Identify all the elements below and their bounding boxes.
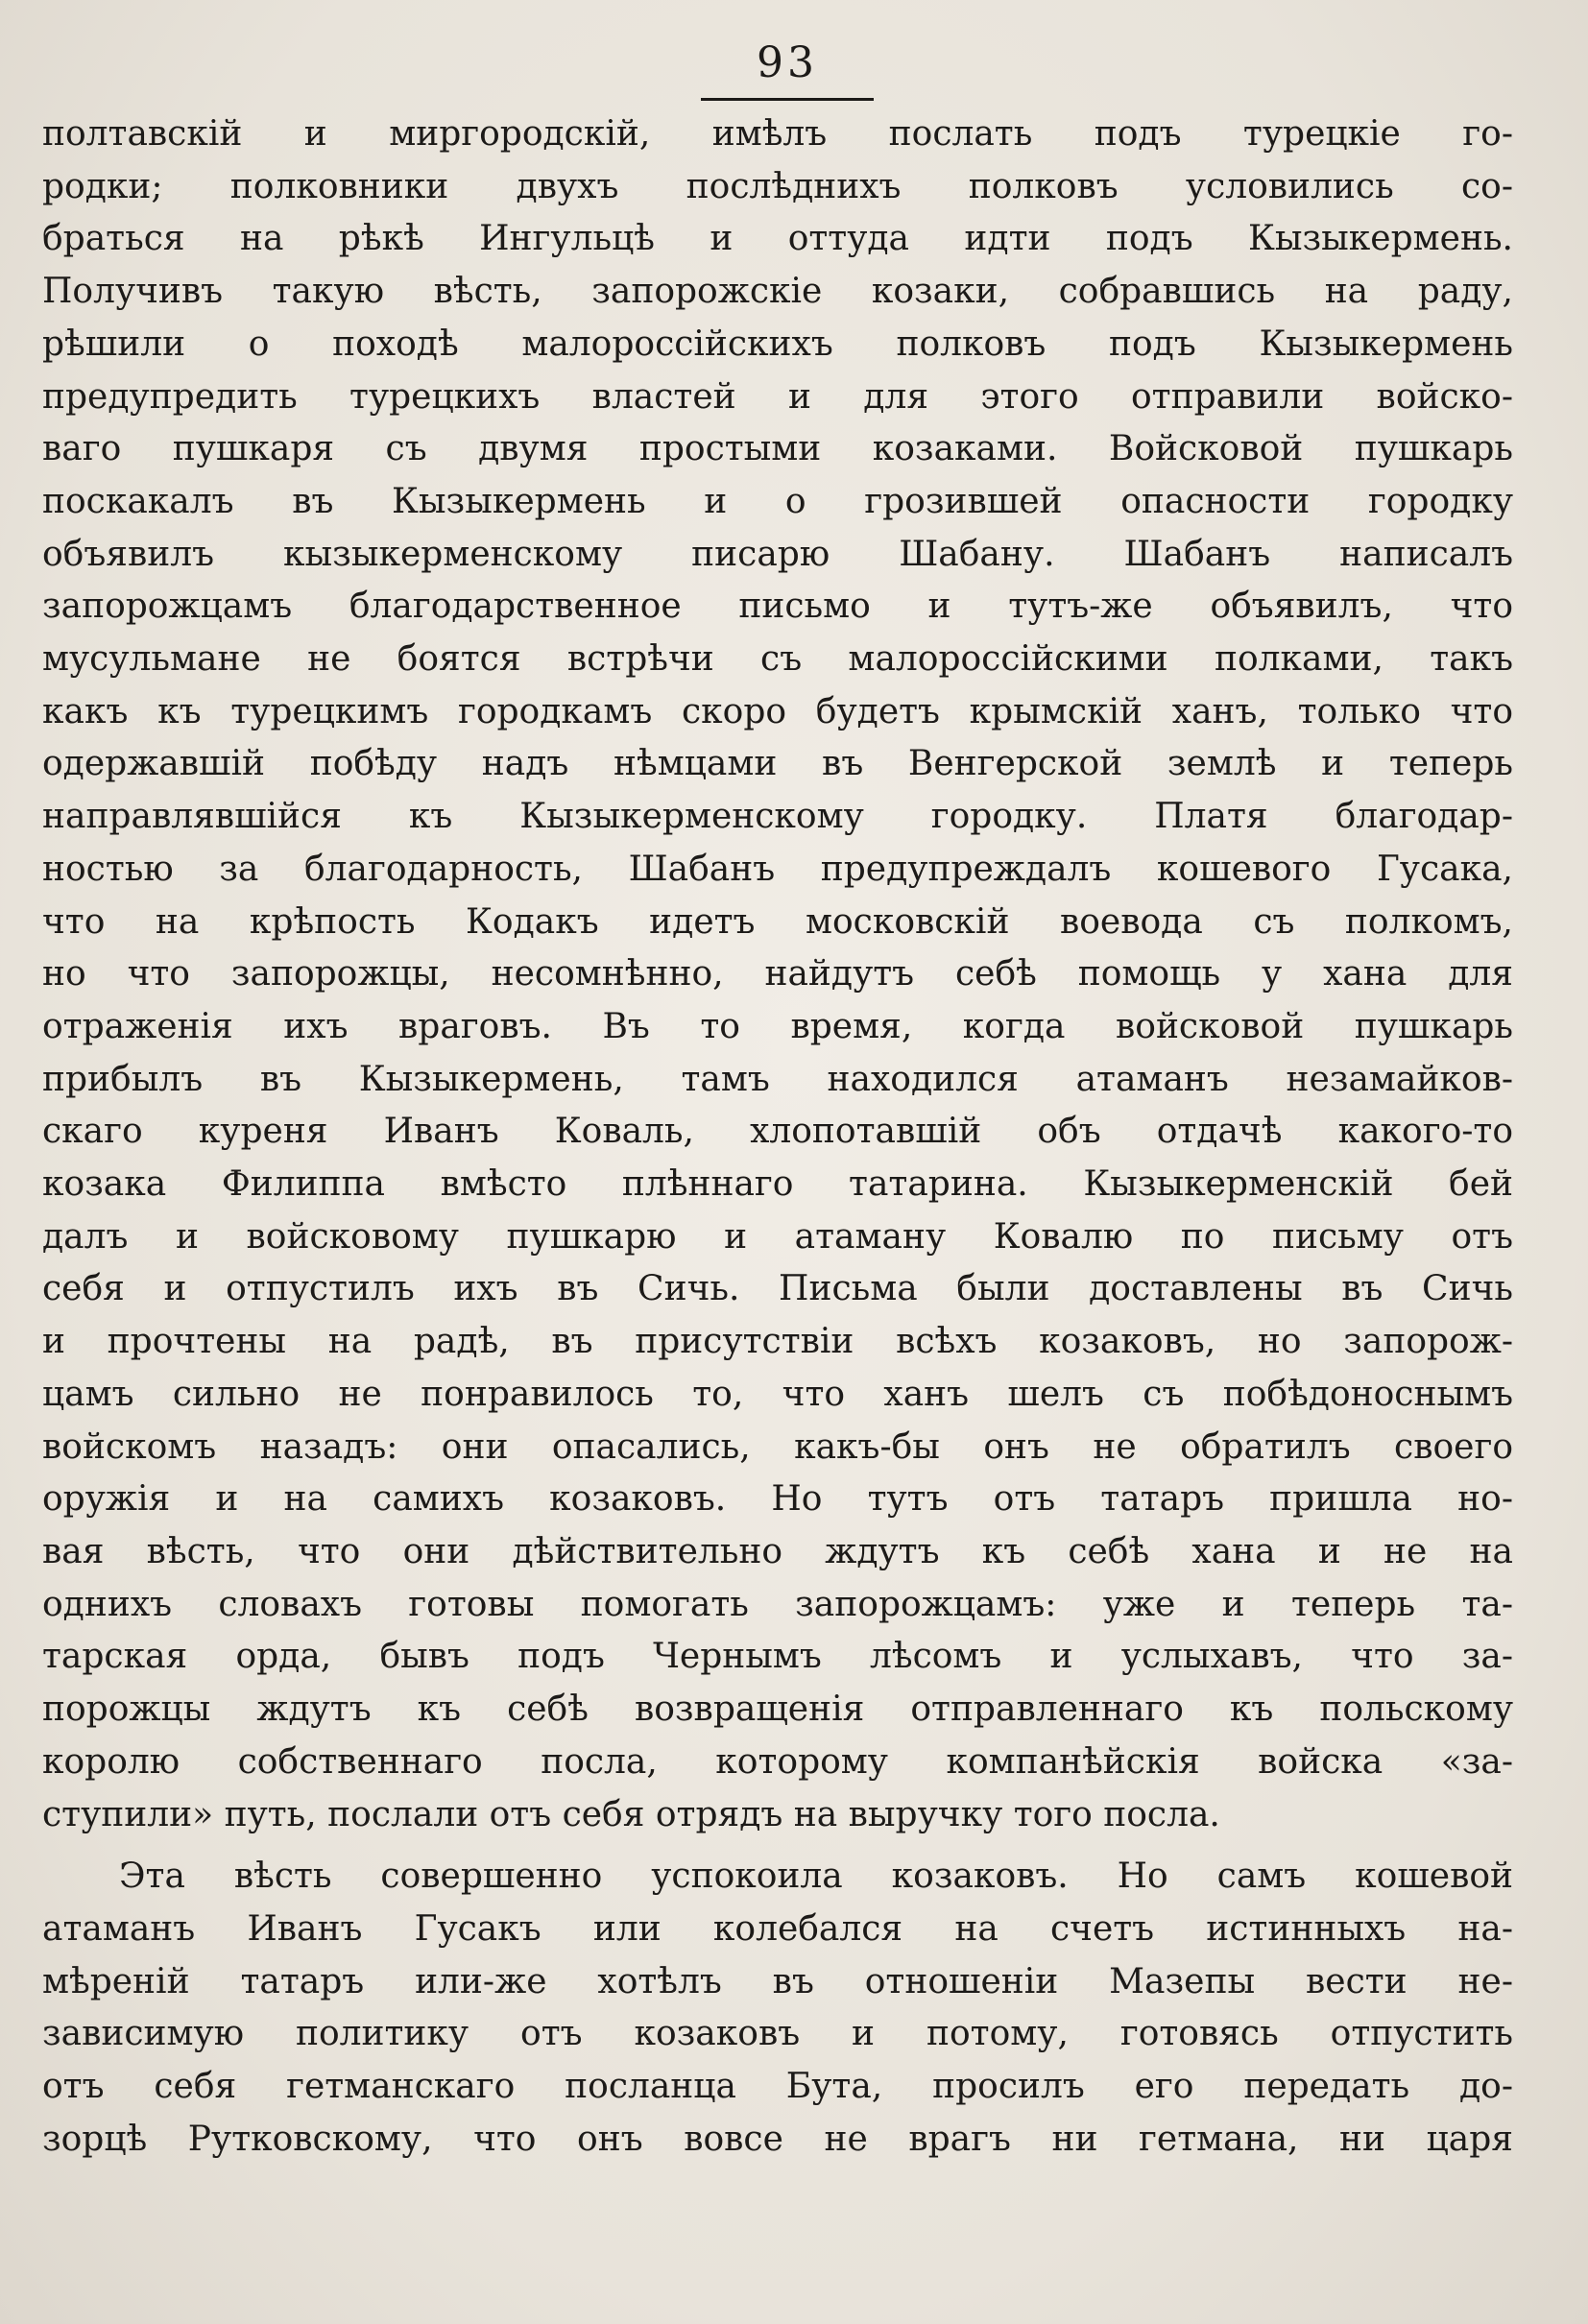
- text-line: зорцѣ Рутковскому, что онъ вовсе не врагъ ни гетмана, ни царя: [42, 2119, 1513, 2159]
- header-rule: [701, 98, 874, 101]
- page-number: 93: [757, 38, 818, 87]
- text-line: запорожцамъ благодарственное письмо и тутъ-же объявилъ, что: [42, 587, 1513, 627]
- text-line: мусульмане не боятся встрѣчи съ малороссійскими полками, такъ: [42, 639, 1513, 680]
- text-line: объявилъ кызыкерменскому писарю Шабану. Шабанъ написалъ: [42, 534, 1513, 574]
- text-line: родки; полковники двухъ послѣднихъ полковъ условились со-: [42, 166, 1513, 206]
- text-line: отъ себя гетманскаго посланца Бута, просилъ его передать до-: [42, 2067, 1513, 2107]
- body-text: [42, 108, 1513, 2166]
- text-line: цамъ сильно не понравилось то, что ханъ шелъ съ побѣдоноснымъ: [42, 1374, 1513, 1414]
- text-line: зависимую политику отъ козаковъ и потому, готовясь отпустить: [42, 2014, 1513, 2054]
- text-line: скаго куреня Иванъ Коваль, хлопотавшій объ отдачѣ какого-то: [42, 1112, 1513, 1152]
- text-line: ваго пушкаря съ двумя простыми козаками. Войсковой пушкарь: [42, 429, 1513, 469]
- text-line: и прочтены на радѣ, въ присутствіи всѣхъ козаковъ, но запорож-: [42, 1322, 1513, 1362]
- text-line: Получивъ такую вѣсть, запорожскіе козаки, собравшись на раду,: [42, 272, 1513, 312]
- paragraph: [42, 108, 1513, 1841]
- text-line: войскомъ назадъ: они опасались, какъ-бы онъ не обратилъ своего: [42, 1426, 1513, 1467]
- text-line: вая вѣсть, что они дѣйствительно ждутъ къ себѣ хана и не на: [42, 1531, 1513, 1571]
- text-line: атаманъ Иванъ Гусакъ или колебался на счетъ истинныхъ на-: [42, 1908, 1513, 1949]
- text-line: предупредить турецкихъ властей и для этого отправили войско-: [42, 376, 1513, 417]
- text-line: ступили» путь, послали отъ себя отрядъ на выручку того посла.: [42, 1794, 1220, 1834]
- text-line: себя и отпустилъ ихъ въ Сичь. Письма были доставлены въ Сичь: [42, 1269, 1513, 1309]
- text-line: но что запорожцы, несомнѣнно, найдутъ себѣ помощь у хана для: [42, 954, 1513, 994]
- text-line: однихъ словахъ готовы помогать запорожцамъ: уже и теперь та-: [42, 1584, 1513, 1624]
- text-line: мѣреній татаръ или-же хотѣлъ въ отношеніи Мазепы вести не-: [42, 1961, 1513, 2001]
- text-line: далъ и войсковому пушкарю и атаману Ковалю по письму отъ: [42, 1216, 1513, 1257]
- text-line: полтавскій и миргородскій, имѣлъ послать подъ турецкіе го-: [42, 114, 1513, 154]
- text-line: тарская орда, бывъ подъ Чернымъ лѣсомъ и услыхавъ, что за-: [42, 1637, 1513, 1677]
- text-line: рѣшили о походѣ малороссійскихъ полковъ подъ Кызыкермень: [42, 323, 1513, 364]
- text-line: оружія и на самихъ козаковъ. Но тутъ отъ татаръ пришла но-: [42, 1479, 1513, 1520]
- text-line: порожцы ждутъ къ себѣ возвращенія отправленнаго къ польскому: [42, 1689, 1513, 1730]
- text-line: что на крѣпость Кодакъ идетъ московскій воевода съ полкомъ,: [42, 901, 1513, 942]
- text-line: отраженія ихъ враговъ. Въ то время, когда войсковой пушкарь: [42, 1006, 1513, 1046]
- text-line: направлявшійся къ Кызыкерменскому городку. Платя благодар-: [42, 797, 1513, 837]
- paragraph: [42, 1851, 1513, 2166]
- text-line: Эта вѣсть совершенно успокоила козаковъ. Но самъ кошевой: [119, 1857, 1513, 1897]
- text-line: какъ къ турецкимъ городкамъ скоро будетъ крымскій ханъ, только что: [42, 691, 1513, 731]
- text-line: браться на рѣкѣ Ингульцѣ и оттуда идти подъ Кызыкермень.: [42, 219, 1513, 259]
- text-line: одержавшій побѣду надъ нѣмцами въ Венгерской землѣ и теперь: [42, 744, 1513, 784]
- text-line: королю собственнаго посла, которому компанѣйскія войска «за-: [42, 1741, 1513, 1782]
- text-line: козака Филиппа вмѣсто плѣннаго татарина. Кызыкерменскій бей: [42, 1164, 1513, 1205]
- text-line: ностью за благодарность, Шабанъ предупреждалъ кошевого Гусака,: [42, 849, 1513, 889]
- text-line: прибылъ въ Кызыкермень, тамъ находился атаманъ незамайков-: [42, 1059, 1513, 1099]
- text-line: поскакалъ въ Кызыкермень и о грозившей опасности городку: [42, 481, 1513, 521]
